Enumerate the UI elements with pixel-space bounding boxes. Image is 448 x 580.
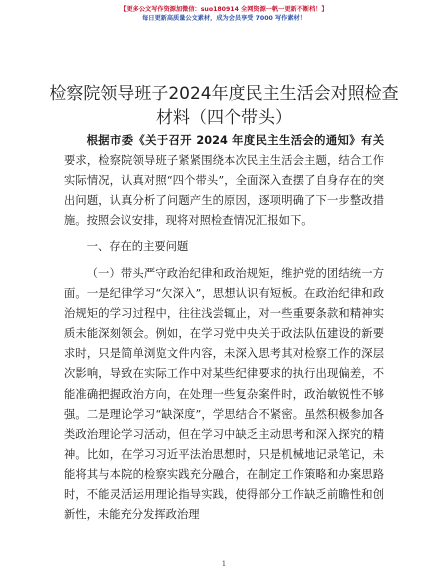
page-number: 1 <box>221 560 227 568</box>
promo-banner-sub: 每日更新高质量公文素材，成为会员享受 7000 写作素材！ <box>142 15 306 22</box>
body-paragraph: （一）带头严守政治纪律和政治规矩，维护党的团结统一方面。一是纪律学习“欠深入”，思想认识有短板。在政治纪律和政治规矩的学习过程中，往往浅尝辄止，对一些重要条款和精神实质未能深刻领会。例如，在学习党中央关于政法队伍建设的新要求时，只是简单浏览文件内容，未深入思考其对检察工作的深层次影响，导致在实际工作中对某些纪律要求的执行出现偏差，不能准确把握政治方向，在处理一些复杂案件时，政治敏锐性不够强。二是理论学习“缺深度”，学思结合不紧密。虽然积极参加各类政治理论学习活动，但在学习中缺乏主动思考和深入探究的精神。比如，在学习习近平法治思想时，只是机械地记录笔记，未能将其与本院的检察实践充分融合，在制定工作策略和办案思路时，不能灵活运用理论指导实践，使得部分工作缺乏前瞻性和创新性，未能充分发挥政治理 <box>64 267 384 522</box>
promo-banner-top: 【更多公文写作资源加微信：suo180914 全网资源一帆一更新不断档！】 <box>120 6 328 13</box>
document-title-line-1: 检察院领导班子2024年度民主生活会对照检查 <box>49 84 399 104</box>
section-heading: 一、存在的主要问题 <box>86 240 189 253</box>
intro-lead-text: 根据市委《关于召开 2024 年度民主生活会的通知》有关 <box>86 134 384 147</box>
document-title-line-2: 材料（四个带头） <box>156 108 292 128</box>
intro-paragraph <box>64 131 384 231</box>
intro-body-text: 要求，检察院领导班子紧紧围绕本次民主生活会主题，结合工作实际情况，认真对照“四个带头”，全面深入查摆了自身存在的突出问题，认真分析了问题产生的原因，逐项明确了下一步整改措施。按照会议安排，现将对照检查情况汇报如下。 <box>64 154 384 228</box>
